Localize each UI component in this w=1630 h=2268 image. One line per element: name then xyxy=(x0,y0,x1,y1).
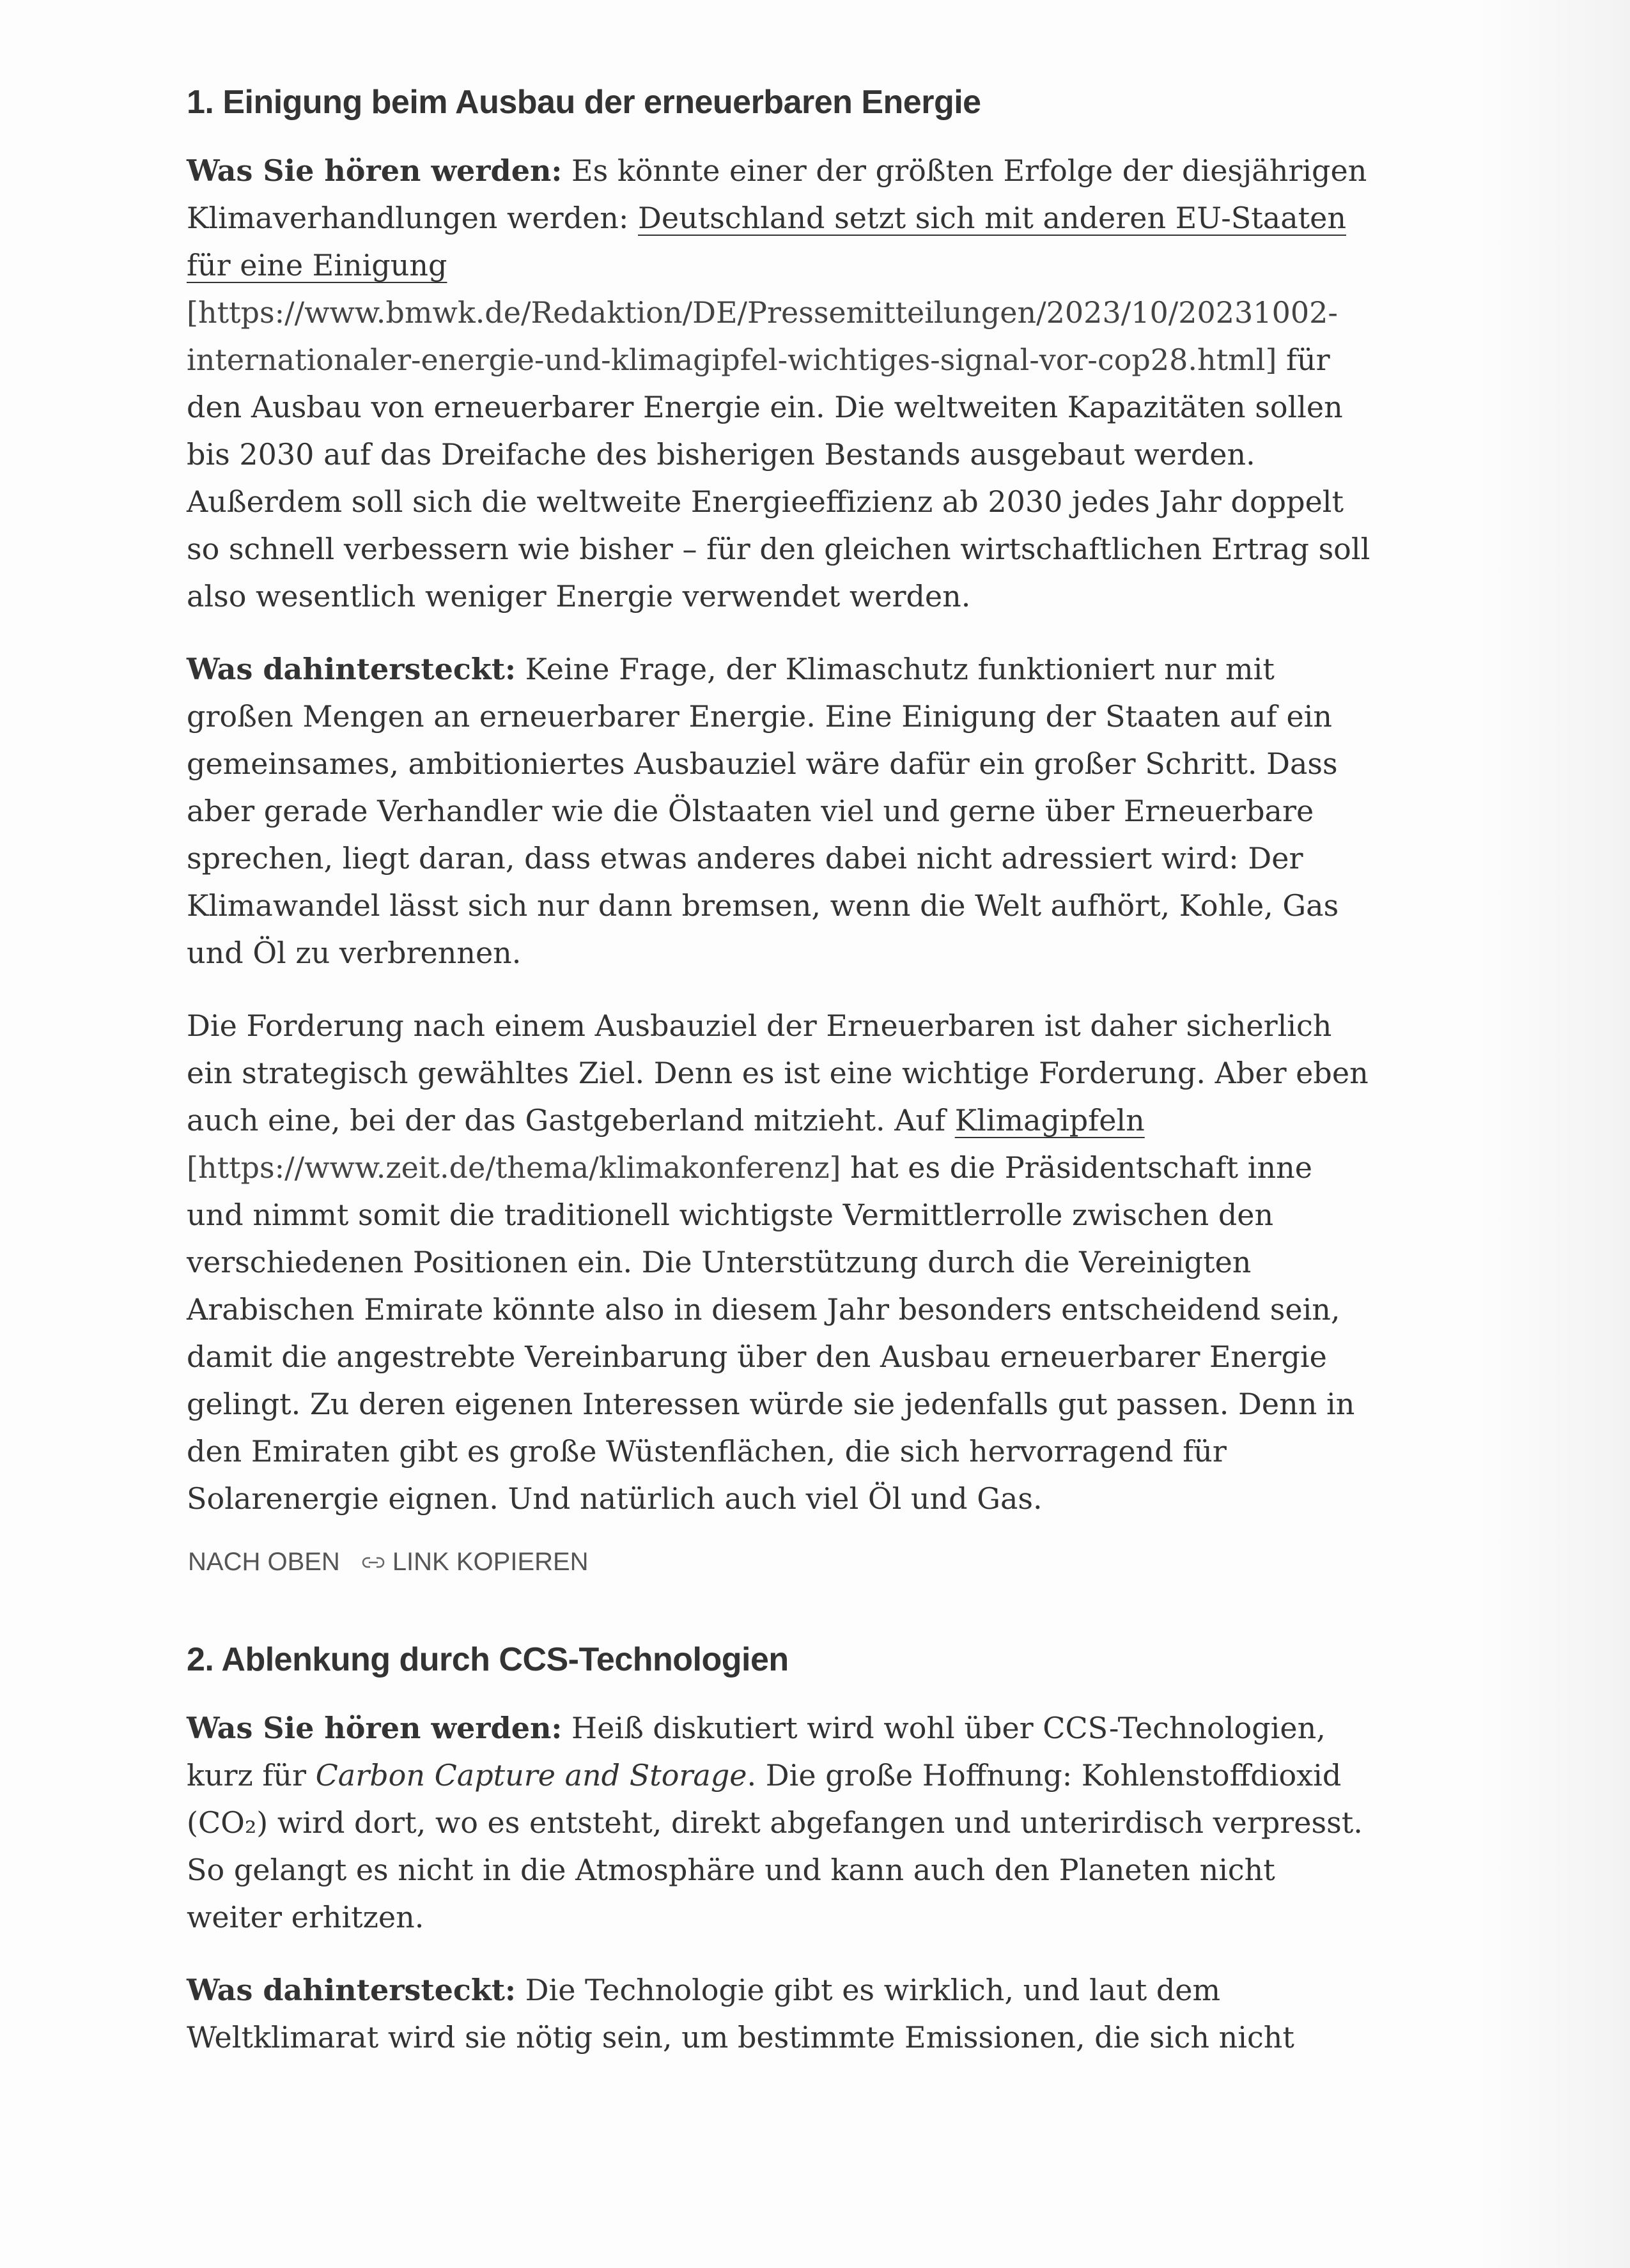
paragraph-what-you-hear xyxy=(187,147,1376,620)
link-klimagipfeln[interactable]: Klimagipfeln xyxy=(954,1103,1145,1138)
paragraph-text: Keine Frage, der Klimaschutz funktioniert nur mit großen Mengen an erneuerbarer Energie. Eine Einigung der Staaten auf ein gemeinsames, ambitioniertes Ausbauziel wäre dafür ein großer Schritt. Dass aber gerade Verhandler wie die Ölstaaten viel und gerne über Erneuerbare sprechen, liegt daran, dass etwas anderes dabei nicht adressiert wird: Der Klimawandel lässt sich nur dann bremsen, wenn die Welt aufhört, Kohle, Gas und Öl zu verbrennen. xyxy=(187,652,1339,970)
paragraph-text: Die Technologie gibt es wirklich, und laut dem Weltklimarat wird sie nötig sein, um bestimmte Emissionen, die sich nicht xyxy=(187,1973,1294,2055)
link-deutschland-eu-staaten[interactable]: Deutschland setzt sich mit anderen EU-Staaten für eine Einigung xyxy=(187,201,1346,282)
section-actions xyxy=(188,1548,1376,1577)
paragraph-label: Was dahintersteckt: xyxy=(187,1973,516,2007)
paragraph-label: Was Sie hören werden: xyxy=(187,153,563,188)
section-heading: 2. Ablenkung durch CCS-Technologien xyxy=(187,1641,789,1678)
paragraph-label: Was dahintersteckt: xyxy=(187,652,516,686)
paragraph-what-you-hear xyxy=(187,1704,1376,1941)
link-icon xyxy=(362,1555,385,1570)
paragraph-behind-it xyxy=(187,1966,1376,2061)
article-page xyxy=(187,83,1376,2087)
paragraph-text: hat es die Präsidentschaft inne und nimmt somit die traditionell wichtigste Vermittlerrolle zwischen den verschiedenen Positionen ein. Die Unterstützung durch die Vereinigten Arabischen Emirate könnte also in diesem Jahr besonders entscheidend sein, damit die angestrebte Vereinbarung über den Ausbau erneuerbarer Energie gelingt. Zu deren eigenen Interessen würde sie jedenfalls gut passen. Denn in den Emiraten gibt es große Wüstenflächen, die sich hervorragend für Solarenergie eignen. Und natürlich auch viel Öl und Gas. xyxy=(187,1150,1355,1516)
link-url: [https://www.zeit.de/thema/klimakonferenz] xyxy=(187,1150,841,1185)
copy-link-button[interactable] xyxy=(362,1548,589,1577)
link-url: [https://www.bmwk.de/Redaktion/DE/Pressemitteilungen/2023/10/20231002-internationaler-energie-und-klimagipfel-wichtiges-signal-vor-cop28.html] xyxy=(187,295,1338,377)
paragraph-text: . Die große Hoffnung: Kohlenstoffdioxid (CO₂) wird dort, wo es entsteht, direkt abgefangen und unterirdisch verpresst. So gelangt es nicht in die Atmosphäre und kann auch den Planeten nicht weiter erhitzen. xyxy=(187,1758,1363,1934)
section-ccs xyxy=(187,1640,1376,2061)
section-heading: 1. Einigung beim Ausbau der erneuerbaren Energie xyxy=(187,84,981,121)
section-renewables xyxy=(187,83,1376,1577)
paragraph-behind-it xyxy=(187,645,1376,976)
paragraph-label: Was Sie hören werden: xyxy=(187,1711,563,1745)
back-to-top-link[interactable]: NACH OBEN xyxy=(188,1548,340,1576)
paragraph-text: Die Forderung nach einem Ausbauziel der Erneuerbaren ist daher sicherlich ein strategisch gewähltes Ziel. Denn es ist eine wichtige Forderung. Aber eben auch eine, bei der das Gastgeberland mitzieht. Auf xyxy=(187,1008,1369,1138)
scan-page-edge xyxy=(1477,0,1630,2268)
paragraph-text: für den Ausbau von erneuerbarer Energie ein. Die weltweiten Kapazitäten sollen bis 2030 auf das Dreifache des bisherigen Bestands ausgebaut werden. Außerdem soll sich die weltweite Energieeffizienz ab 2030 jedes Jahr doppelt so schnell verbessern wie bisher – für den gleichen wirtschaftlichen Ertrag soll also wesentlich weniger Energie verwendet werden. xyxy=(187,343,1370,613)
paragraph-text: Es könnte einer der größten Erfolge der diesjährigen Klimaverhandlungen werden: xyxy=(187,153,1367,235)
paragraph-strategy xyxy=(187,1002,1376,1522)
paragraph-text: Heiß diskutiert wird wohl über CCS-Technologien, kurz für xyxy=(187,1711,1326,1793)
italic-term: Carbon Capture and Storage xyxy=(315,1758,747,1793)
copy-link-label: LINK KOPIEREN xyxy=(392,1548,589,1576)
